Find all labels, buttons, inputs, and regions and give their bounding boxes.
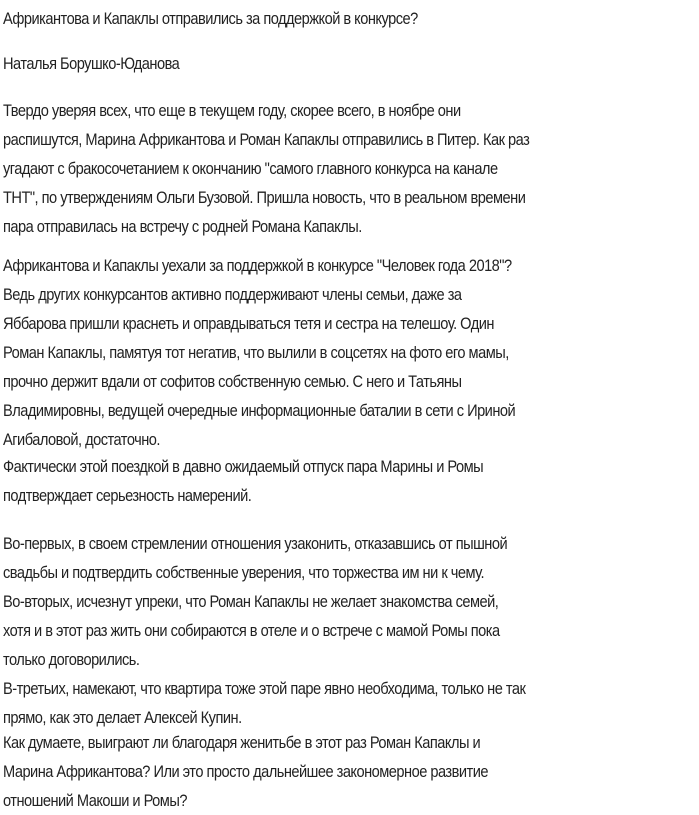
text-line: ТНТ", по утверждениям Ольги Бузовой. Пришла новость, что в реальном времени: [3, 188, 526, 207]
text-line: прямо, как это делает Алексей Купин.: [3, 708, 242, 727]
text-line: Во-вторых, исчезнут упреки, что Роман Капаклы не желает знакомства семей,: [3, 592, 499, 611]
text-line: Яббарова пришли краснеть и оправдываться тетя и сестра на телешоу. Один: [3, 314, 494, 333]
article-author: Наталья Борушко-Юданова: [3, 54, 180, 73]
text-line: Твердо уверяя всех, что еще в текущем году, скорее всего, в ноябре они: [3, 101, 461, 120]
paragraph-1: [3, 96, 691, 241]
text-line: Марина Африкантова? Или это просто дальнейшее закономерное развитие: [3, 762, 488, 781]
text-line: пара отправилась на встречу с родней Романа Капаклы.: [3, 217, 362, 236]
article-title: Африкантова и Капаклы отправились за поддержкой в конкурсе?: [3, 9, 418, 28]
text-line: Как думаете, выиграют ли благодаря женитьбе в этот раз Роман Капаклы и: [3, 733, 481, 752]
text-line: Фактически этой поездкой в давно ожидаемый отпуск пара Марины и Ромы: [3, 457, 484, 476]
text-line: свадьбы и подтвердить собственные уверения, что торжества им ни к чему.: [3, 563, 485, 582]
text-line: распишутся, Марина Африкантова и Роман Капаклы отправились в Питер. Как раз: [3, 130, 530, 149]
paragraph-4: [3, 529, 691, 732]
text-line: Во-первых, в своем стремлении отношения узаконить, отказавшись от пышной: [3, 534, 508, 553]
paragraph-3: [3, 452, 691, 510]
text-line: угадают с бракосочетанием к окончанию "самого главного конкурса на канале: [3, 159, 498, 178]
text-line: Ведь других конкурсантов активно поддерживают члены семьи, даже за: [3, 285, 462, 304]
text-line: только договорились.: [3, 650, 140, 669]
text-line: Роман Капаклы, памятуя тот негатив, что вылили в соцсетях на фото его мамы,: [3, 343, 509, 362]
paragraph-5: [3, 728, 691, 815]
text-line: прочно держит вдали от софитов собственную семью. С него и Татьяны: [3, 372, 462, 391]
text-line: Агибаловой, достаточно.: [3, 430, 160, 449]
text-line: Африкантова и Капаклы уехали за поддержкой в конкурсе "Человек года 2018"?: [3, 256, 512, 275]
text-line: отношений Макоши и Ромы?: [3, 791, 187, 810]
text-line: В-третьих, намекают, что квартира тоже этой паре явно необходима, только не так: [3, 679, 526, 698]
text-line: подтверждает серьезность намерений.: [3, 486, 252, 505]
text-line: хотя и в этот раз жить они собираются в отеле и о встрече с мамой Ромы пока: [3, 621, 500, 640]
text-line: Владимировны, ведущей очередные информационные баталии в сети с Ириной: [3, 401, 516, 420]
paragraph-2: [3, 251, 691, 454]
